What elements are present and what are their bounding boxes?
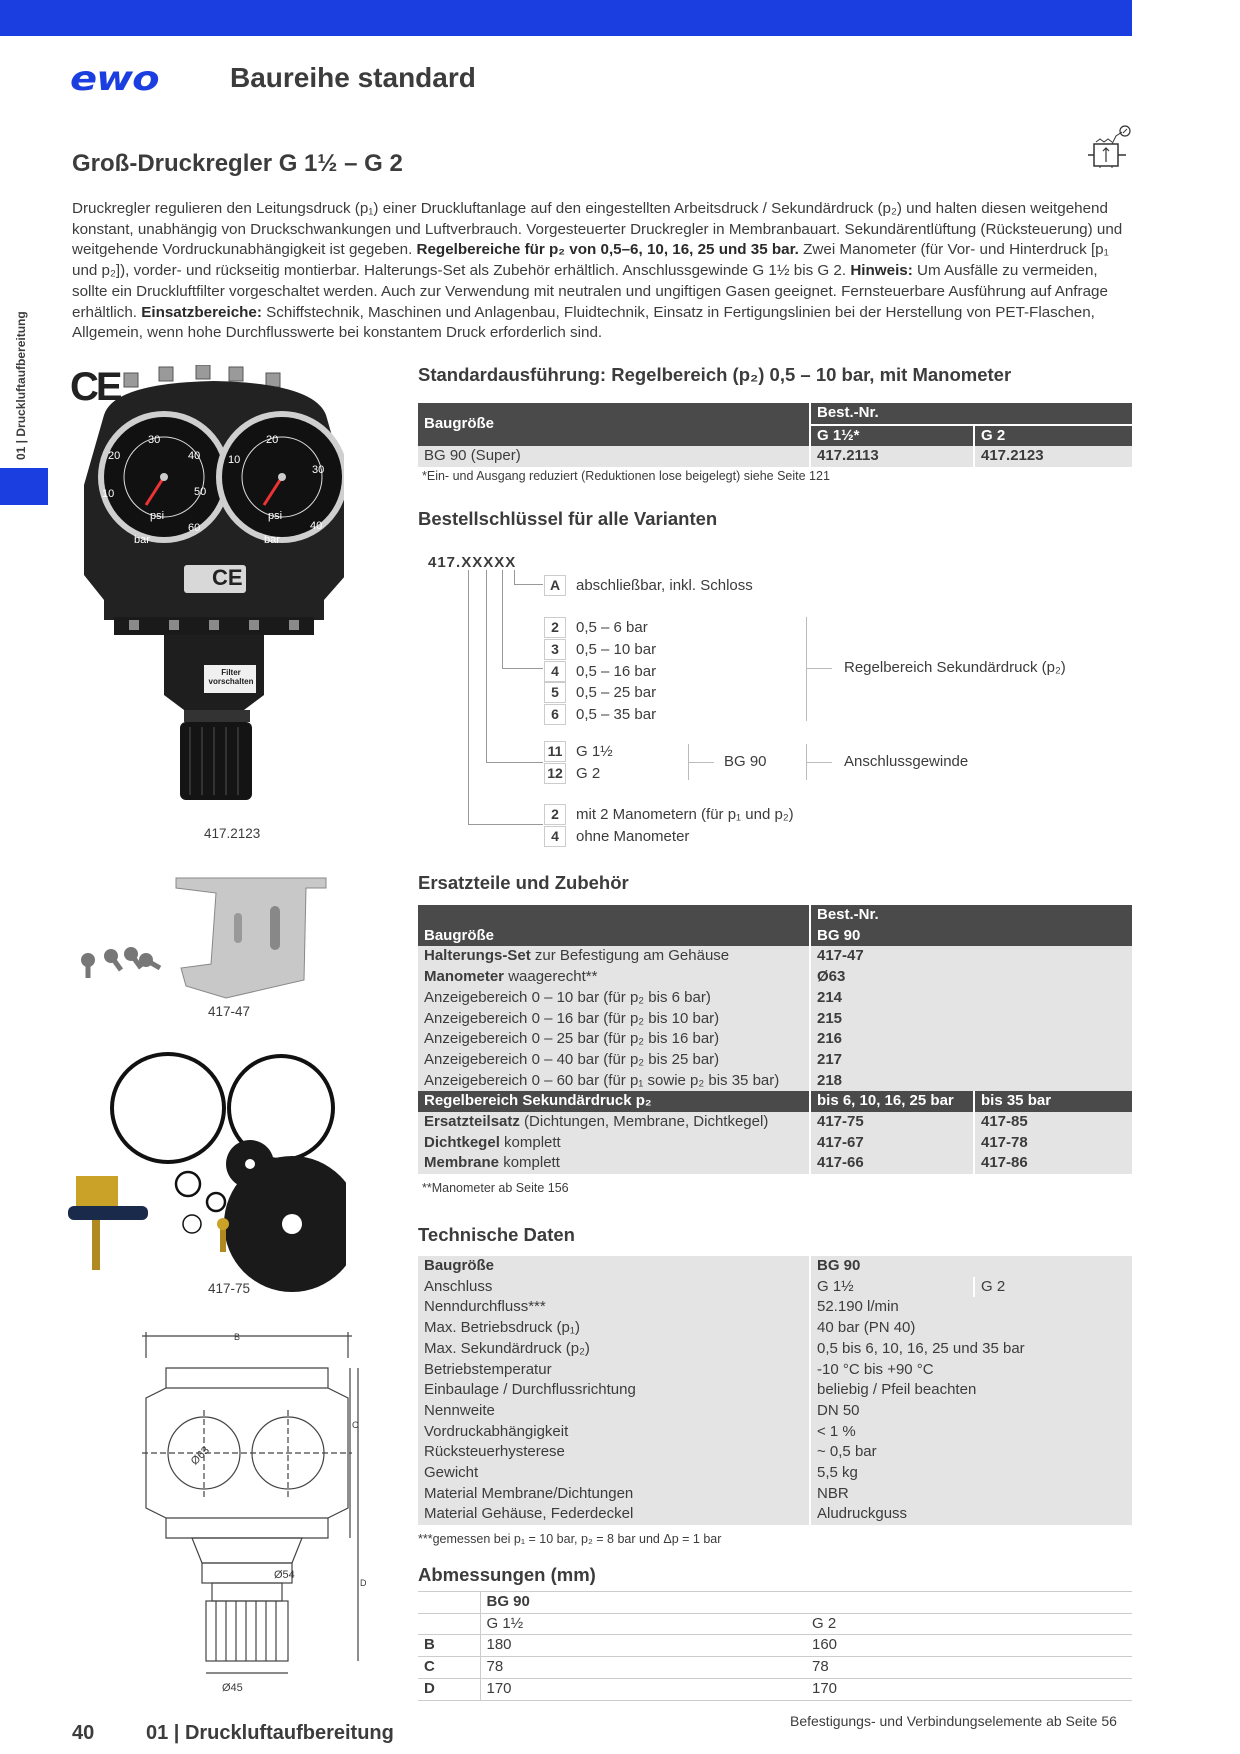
key-thread-tick	[688, 762, 714, 763]
standard-table	[418, 403, 1132, 467]
spare-row: Manometer waagerecht**	[418, 967, 810, 988]
key-code: 417.XXXXX	[428, 554, 517, 571]
spare-value: 216	[810, 1029, 1132, 1050]
tech-row-label: Max. Sekundärdruck (p₂)	[418, 1339, 810, 1360]
spares-col-size: Baugröße	[418, 926, 810, 947]
spare-row: Dichtkegel komplett	[418, 1133, 810, 1154]
spares-range-v2: bis 35 bar	[974, 1091, 1132, 1112]
side-tab-marker	[0, 468, 48, 505]
intro-text: Druckregler regulieren den Leitungsdruck (p₁) einer Druckluftanlage auf den eingestellten Arbeitsdruck / Sekundärdruck (p₂) und halten diesen weitgehend konstant, unabhängig von Druckschwankungen und Luftverbrauch. Vorgesteuerter Druckregler in Membranbauart. Sekundärentlüftung (Rücksteuerung) und weitgehende Vordruckunabhängigkeit ist gegeben. Regelbereiche für p₂ von 0,5–6, 10, 16, 25 und 35 bar. Zwei Manometer (für Vor- und Hinterdruck [p₁ und p₂]), vorder- und rückseitig montierbar. Halterungs-Set als Zubehör erhältlich. Anschlussgewinde G 1½ bis G 2. Hinweis: Um Ausfälle zu vermeiden, sollte ein Druckluftfilter vorgeschaltet werden. Auch zur Verwendung mit neutralen und ungiftigen Gasen geeignet. Fernsteuerbare Ausführung auf Anfrage erhältlich. Einsatzbereiche: Schiffstechnik, Maschinen und Anlagenbau, Fluidtechnik, Einsatz in Fertigungslinien bei der Herstellung von PET-Flaschen, Allgemein, wenn hohe Durchflusswerte bei konstantem Druck erforderlich sind.	[72, 200, 1123, 342]
tech-col-bg: BG 90	[810, 1256, 1132, 1277]
key-range-divider	[806, 617, 807, 721]
tech-row-value: NBR	[810, 1484, 1132, 1505]
spare-value: 214	[810, 988, 1132, 1009]
spares-range-label: Regelbereich Sekundärdruck p₂	[418, 1091, 810, 1112]
tech-row-value: 5,5 kg	[810, 1463, 1132, 1484]
tech-row-label: Material Gehäuse, Federdeckel	[418, 1504, 810, 1525]
key-option-a: A abschließbar, inkl. Schloss	[544, 575, 753, 596]
tech-row-value: -10 °C bis +90 °C	[810, 1360, 1132, 1381]
spare-value: 215	[810, 1009, 1132, 1030]
seal-kit-caption: 417-75	[208, 1281, 251, 1296]
footer-note: Befestigungs- und Verbindungselemente ab Seite 56	[790, 1713, 1117, 1729]
key-heading: Bestellschlüssel für alle Varianten	[418, 508, 718, 529]
key-line-gauge	[468, 570, 543, 825]
tech-heading: Technische Daten	[418, 1224, 575, 1245]
key-thread-bg: BG 90	[724, 753, 767, 770]
tech-row-label: Anschluss	[418, 1277, 810, 1298]
spare-value: 417-86	[974, 1153, 1132, 1174]
series-title: Baureihe standard	[230, 62, 476, 93]
tech-row-value: G 1½	[810, 1277, 974, 1298]
dims-value: 78	[806, 1657, 1132, 1679]
tech-row-value: Aludruckguss	[810, 1504, 1132, 1525]
footer-section: 01 | Druckluftaufbereitung	[146, 1722, 394, 1744]
seal-kit-image	[68, 1046, 346, 1296]
dims-row-key: C	[418, 1657, 480, 1679]
ce-mark: CE	[70, 365, 120, 409]
tech-col-size: Baugröße	[418, 1256, 810, 1277]
spares-footnote: **Manometer ab Seite 156	[422, 1181, 569, 1195]
spares-heading: Ersatzteile und Zubehör	[418, 872, 629, 893]
left-gauge-labels: 10 20 30 40 50 60 bar psi	[102, 434, 207, 546]
spare-row: Anzeigebereich 0 – 60 bar (für p₁ sowie p₂ bis 35 bar)	[418, 1071, 810, 1092]
dims-value: 160	[806, 1635, 1132, 1657]
tech-table	[418, 1256, 1132, 1525]
tech-row-value: beliebig / Pfeil beachten	[810, 1380, 1132, 1401]
top-brand-bar	[0, 0, 1132, 36]
spare-value: 217	[810, 1050, 1132, 1071]
filter-label: Filter vorschalten	[208, 668, 254, 686]
dims-value: 180	[480, 1635, 806, 1657]
mounting-bracket-image	[76, 868, 338, 1018]
tech-row-label: Vordruckabhängigkeit	[418, 1422, 810, 1443]
spares-col-order: Best.-Nr.	[810, 905, 1132, 926]
tech-row-label: Nennweite	[418, 1401, 810, 1422]
spare-value: Ø63	[810, 967, 1132, 988]
standard-footnote: *Ein- und Ausgang reduziert (Reduktionen lose beigelegt) siehe Seite 121	[422, 469, 830, 483]
col-g2: G 2	[974, 425, 1132, 447]
spare-row: Halterungs-Set zur Befestigung am Gehäuse	[418, 946, 810, 967]
dims-col-bg: BG 90	[480, 1592, 1132, 1614]
spares-col-bg: BG 90	[810, 926, 1132, 947]
spare-row: Ersatzteilsatz (Dichtungen, Membrane, Dichtkegel)	[418, 1112, 810, 1133]
dim-c-label: C	[352, 1420, 359, 1430]
row-v1: 417.2113	[810, 446, 974, 467]
bracket-caption: 417-47	[208, 1004, 251, 1019]
tech-row-label: Max. Betriebsdruck (p₁)	[418, 1318, 810, 1339]
ewo-logo: ewo	[70, 59, 159, 99]
ce-plate-text: CE	[212, 565, 243, 590]
spares-range-v1: bis 6, 10, 16, 25 bar	[810, 1091, 974, 1112]
page-title: Groß-Druckregler G 1½ – G 2	[72, 150, 403, 177]
spare-value: 417-78	[974, 1133, 1132, 1154]
standard-heading: Standardausführung: Regelbereich (p₂) 0,5 – 10 bar, mit Manometer	[418, 364, 1012, 385]
col-size: Baugröße	[418, 403, 810, 446]
dims-value: 170	[806, 1678, 1132, 1700]
dims-col-g1: G 1½	[480, 1613, 806, 1635]
key-range-tick	[806, 668, 832, 669]
tech-row-value: 0,5 bis 6, 10, 16, 25 und 35 bar	[810, 1339, 1132, 1360]
tech-row-value: 40 bar (PN 40)	[810, 1318, 1132, 1339]
dims-value: 78	[480, 1657, 806, 1679]
col-order: Best.-Nr.	[810, 403, 1132, 425]
key-ranges: 2 0,5 – 6 bar 3 0,5 – 10 bar 4 0,5 – 16 bar 5 0,5 – 25 bar 6 0,5 – 35 bar	[544, 617, 656, 726]
key-thread-label: Anschlussgewinde	[844, 753, 969, 770]
col-g1: G 1½*	[810, 425, 974, 447]
key-thread-tick-2	[806, 762, 832, 763]
tech-row-label: Material Membrane/Dichtungen	[418, 1484, 810, 1505]
tech-row-label: Rücksteuerhysterese	[418, 1442, 810, 1463]
tech-row-label: Nenndurchfluss***	[418, 1297, 810, 1318]
dims-heading: Abmessungen (mm)	[418, 1564, 596, 1585]
spare-value: 218	[810, 1071, 1132, 1092]
dim-d-label: D	[360, 1578, 367, 1588]
dim-d54-label: Ø54	[274, 1569, 295, 1581]
spare-value: 417-66	[810, 1153, 974, 1174]
tech-row-label: Gewicht	[418, 1463, 810, 1484]
dim-d63-label: Ø63	[188, 1444, 212, 1468]
tech-row-value: DN 50	[810, 1401, 1132, 1422]
tech-footnote: ***gemessen bei p₁ = 10 bar, p₂ = 8 bar und Δp = 1 bar	[418, 1532, 722, 1546]
dim-b-label: B	[234, 1332, 241, 1342]
dims-row-key: D	[418, 1678, 480, 1700]
dim-d45-label: Ø45	[222, 1682, 243, 1694]
tech-row-value: G 2	[974, 1277, 1132, 1298]
tech-row-value: < 1 %	[810, 1422, 1132, 1443]
spare-row: Anzeigebereich 0 – 40 bar (für p₂ bis 25 bar)	[418, 1050, 810, 1071]
right-gauge-labels: 10 20 30 40 bar psi	[228, 434, 325, 546]
page-number: 40	[72, 1722, 95, 1744]
tech-row-value: ~ 0,5 bar	[810, 1442, 1132, 1463]
tech-row-label: Einbaulage / Durchflussrichtung	[418, 1380, 810, 1401]
spare-row: Anzeigebereich 0 – 16 bar (für p₂ bis 10 bar)	[418, 1009, 810, 1030]
tech-row-label: Betriebstemperatur	[418, 1360, 810, 1381]
product-caption: 417.2123	[204, 826, 261, 841]
side-section-label: 01 | Druckluftaufbereitung	[14, 311, 28, 460]
key-threads: 11 G 1½ 12 G 2	[544, 741, 613, 785]
dims-value: 170	[480, 1678, 806, 1700]
key-range-label: Regelbereich Sekundärdruck (p₂)	[844, 659, 1066, 676]
spares-table	[418, 905, 1132, 1174]
dimension-drawing	[142, 1328, 372, 1678]
dims-col-g2: G 2	[806, 1613, 1132, 1635]
pressure-regulator-symbol-icon	[1086, 124, 1132, 174]
spare-value: 417-85	[974, 1112, 1132, 1133]
row-v2: 417.2123	[974, 446, 1132, 467]
spare-value: 417-67	[810, 1133, 974, 1154]
tech-row-value: 52.190 l/min	[810, 1297, 1132, 1318]
spare-value: 417-47	[810, 946, 1132, 967]
spare-row: Anzeigebereich 0 – 25 bar (für p₂ bis 16 bar)	[418, 1029, 810, 1050]
spare-row: Membrane komplett	[418, 1153, 810, 1174]
spare-value: 417-75	[810, 1112, 974, 1133]
dims-table	[418, 1591, 1132, 1701]
dims-row-key: B	[418, 1635, 480, 1657]
key-gauges: 2 mit 2 Manometern (für p₁ und p₂) 4 ohne Manometer	[544, 804, 794, 848]
row-size: BG 90 (Super)	[418, 446, 810, 467]
spare-row: Anzeigebereich 0 – 10 bar (für p₂ bis 6 bar)	[418, 988, 810, 1009]
